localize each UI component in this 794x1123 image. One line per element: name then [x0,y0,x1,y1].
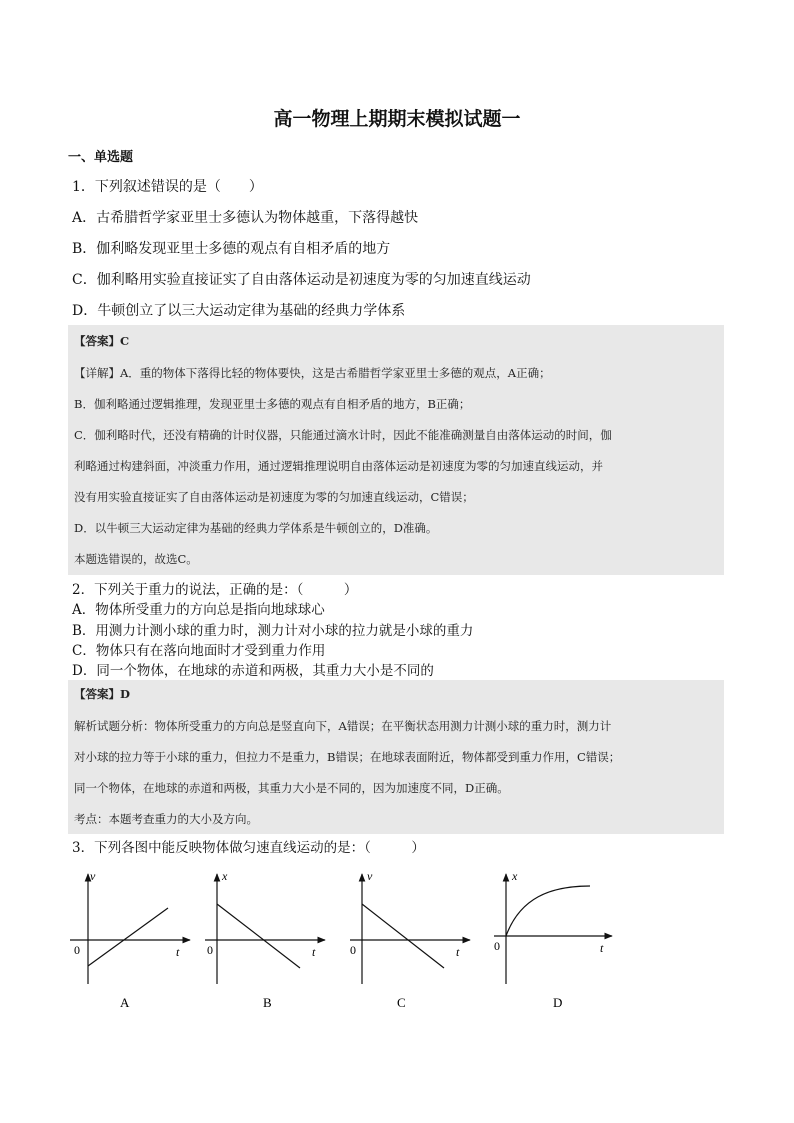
question-1-answer-box [68,325,724,575]
question-1-explain-line: D．以牛顿三大运动定律为基础的经典力学体系是牛顿创立的，D准确。 [74,521,438,535]
question-2-answer-box [68,680,724,834]
question-1-explain-line: 没有用实验直接证实了自由落体运动是初速度为零的匀加速直线运动，C错误； [74,490,474,504]
question-1-option-b: B．伽利略发现亚里士多德的观点有自相矛盾的地方 [72,241,391,257]
question-1-explain-line: 本题选错误的，故选C。 [74,552,198,566]
graph-c-y-label: v [367,869,373,883]
graph-d-curve [506,886,590,936]
graph-a-caption: A [120,995,130,1010]
graph-c-x-label: t [456,945,460,959]
graph-d-y-label: x [512,869,518,883]
page-title: 高一物理上期期末模拟试题一 [273,108,521,130]
question-2-stem: 2．下列关于重力的说法，正确的是：（ ） [72,582,358,598]
question-2-option-a: A．物体所受重力的方向总是指向地球球心 [72,602,325,618]
graph-d-caption: D [553,995,563,1010]
question-1-answer: 【答案】C [74,334,130,348]
graph-c-caption: C [397,995,406,1010]
graph-b-x-label: t [312,945,316,959]
graph-a-line [88,908,168,966]
graph-c-origin: 0 [350,943,356,957]
section-heading: 一、单选题 [68,150,134,165]
question-1-explain-line: 利略通过构建斜面，冲淡重力作用，通过逻辑推理说明自由落体运动是初速度为零的匀加速直线运动，并 [74,459,603,473]
graph-c [350,869,470,1010]
graph-a-y-label: v [90,869,96,883]
question-2-explain-line: 解析试题分析：物体所受重力的方向总是竖直向下，A错误；在平衡状态用测力计测小球的重力时，测力计 [74,719,612,733]
question-1-option-c: C．伽利略用实验直接证实了自由落体运动是初速度为零的匀加速直线运动 [72,272,531,288]
graph-b [205,869,325,1010]
graph-b-caption: B [263,995,272,1010]
question-2-option-d: D．同一个物体，在地球的赤道和两极，其重力大小是不同的 [72,663,434,679]
question-3-stem: 3．下列各图中能反映物体做匀速直线运动的是：（ ） [72,840,425,856]
graph-a [70,869,190,1010]
question-2-answer: 【答案】D [74,687,130,701]
question-1-stem: 1．下列叙述错误的是（ ） [72,179,263,195]
question-2-explain-line: 考点：本题考查重力的大小及方向。 [74,812,258,826]
question-2-explain-line: 对小球的拉力等于小球的重力，但拉力不是重力，B错误；在地球表面附近，物体都受到重力作用，C错误； [74,750,621,764]
question-1-explain-line: C．伽利略时代，还没有精确的计时仪器，只能通过滴水计时，因此不能准确测量自由落体运动的时间，伽 [74,428,612,442]
graph-a-origin: 0 [74,943,80,957]
graph-b-y-label: x [222,869,228,883]
graph-d-origin: 0 [494,939,500,953]
question-2-option-b: B．用测力计测小球的重力时，测力计对小球的拉力就是小球的重力 [72,623,474,639]
graph-a-x-label: t [176,945,180,959]
graph-d-x-label: t [600,941,604,955]
question-2-option-c: C．物体只有在落向地面时才受到重力作用 [72,643,326,659]
graph-b-origin: 0 [207,943,213,957]
question-1-option-d: D．牛顿创立了以三大运动定律为基础的经典力学体系 [72,303,406,319]
graph-d [494,869,612,1010]
question-1-explain-line: B．伽利略通过逻辑推理，发现亚里士多德的观点有自相矛盾的地方，B正确； [74,397,471,411]
question-3-graphs [60,862,640,1022]
graph-c-line [362,904,444,968]
question-1-option-a: A．古希腊哲学家亚里士多德认为物体越重，下落得越快 [72,210,419,226]
question-2-explain-line: 同一个物体，在地球的赤道和两极，其重力大小是不同的，因为加速度不同，D正确。 [74,781,509,795]
question-1-explain-line: 【详解】A．重的物体下落得比轻的物体要快，这是古希腊哲学家亚里士多德的观点，A正确； [74,366,551,380]
graph-b-line [217,904,300,968]
